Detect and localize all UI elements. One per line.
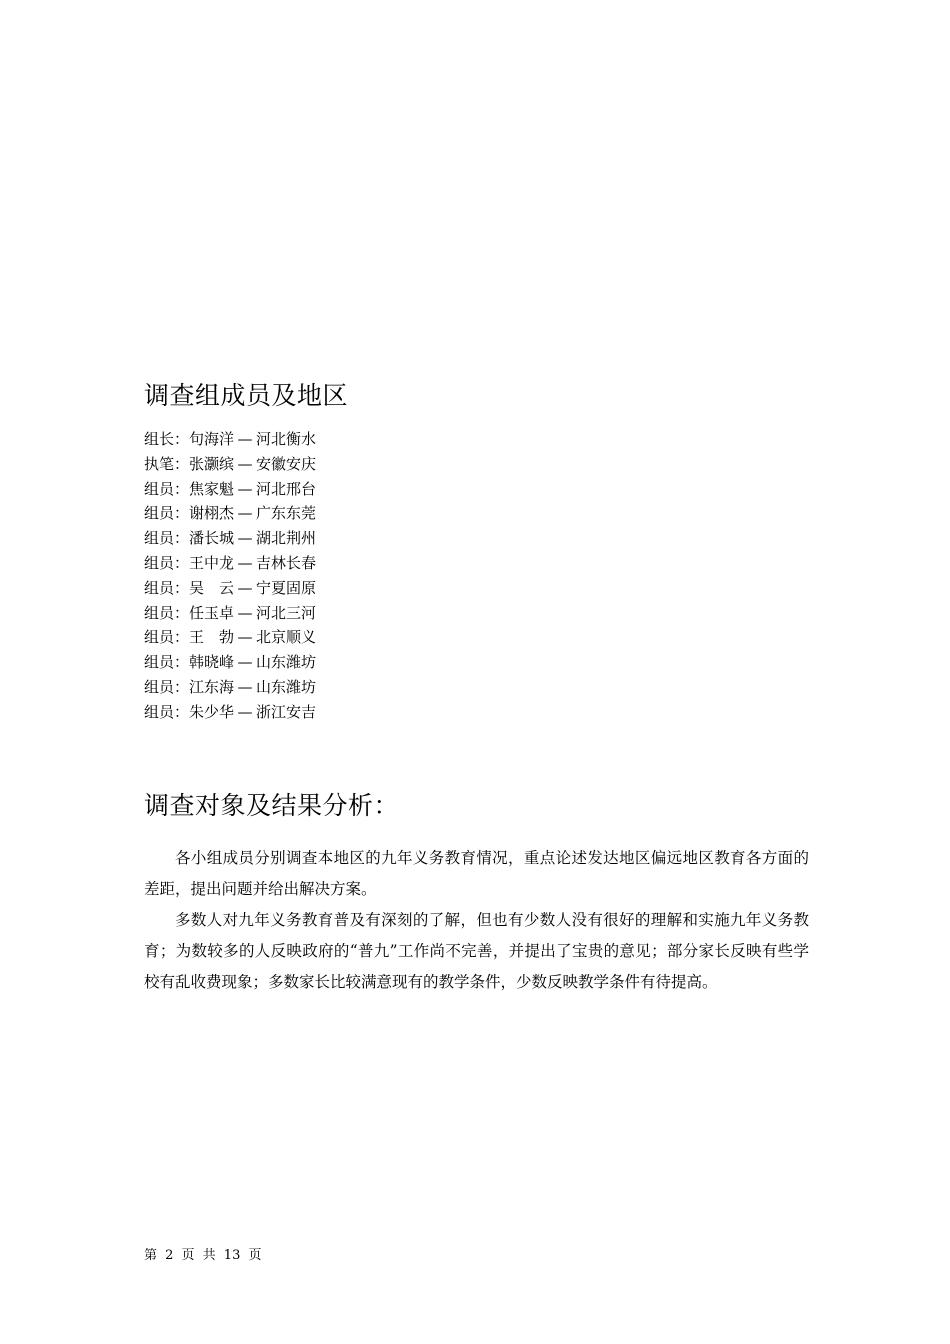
member-region: 河北衡水 xyxy=(256,430,317,448)
member-region: 北京顺义 xyxy=(256,628,317,647)
member-role: 组员： xyxy=(144,702,190,721)
member-name: 江东海 xyxy=(189,677,235,696)
member-role: 组员： xyxy=(144,529,190,548)
list-item xyxy=(144,526,316,551)
member-role: 组员： xyxy=(144,479,190,498)
member-separator: — xyxy=(237,529,253,548)
list-item xyxy=(144,675,316,700)
member-role: 组员： xyxy=(144,553,190,572)
member-region: 安徽安庆 xyxy=(256,454,317,473)
member-name: 焦家魁 xyxy=(189,479,235,498)
page-number-footer: 第 2 页 共 13 页 xyxy=(144,1248,262,1263)
member-role: 组员： xyxy=(144,603,190,622)
analysis-paragraph: 各小组成员分别调查本地区的九年义务教育情况，重点论述发达地区偏远地区教育各方面的差距，提出问题并给出解决方案。 xyxy=(144,849,809,898)
list-item xyxy=(144,477,316,502)
member-name: 朱少华 xyxy=(189,702,235,721)
member-separator: — xyxy=(237,454,253,473)
member-name: 句海洋 xyxy=(189,430,235,448)
member-region: 浙江安吉 xyxy=(256,702,317,721)
member-name: 谢栩杰 xyxy=(189,504,235,523)
member-separator: — xyxy=(237,479,253,498)
member-name: 王 勃 xyxy=(189,628,235,647)
member-name: 吴 云 xyxy=(189,578,235,597)
list-item xyxy=(144,551,316,576)
member-region: 宁夏固原 xyxy=(256,578,317,597)
list-item xyxy=(144,576,316,601)
member-region: 广东东莞 xyxy=(256,504,317,523)
list-item xyxy=(144,601,316,626)
member-separator: — xyxy=(237,603,253,622)
analysis-section-title: 调查对象及结果分析： xyxy=(144,791,400,820)
member-role: 组员： xyxy=(144,504,190,523)
list-item xyxy=(144,700,316,725)
member-separator: — xyxy=(237,430,253,448)
member-role: 组员： xyxy=(144,677,190,696)
member-region: 吉林长春 xyxy=(256,553,317,572)
member-separator: — xyxy=(237,504,253,523)
member-separator: — xyxy=(237,553,253,572)
list-item xyxy=(144,650,316,675)
member-role: 组员： xyxy=(144,653,190,672)
member-region: 山东潍坊 xyxy=(256,677,317,696)
member-separator: — xyxy=(237,677,253,696)
list-item xyxy=(144,427,316,452)
member-role: 执笔： xyxy=(144,454,190,473)
member-role: 组员： xyxy=(144,628,190,647)
list-item xyxy=(144,452,316,477)
member-name: 任玉卓 xyxy=(189,603,235,622)
member-separator: — xyxy=(237,628,253,647)
member-name: 韩晓峰 xyxy=(189,653,235,672)
member-separator: — xyxy=(237,653,253,672)
analysis-body xyxy=(144,843,809,998)
member-region: 山东潍坊 xyxy=(256,653,317,672)
members-section-title: 调查组成员及地区 xyxy=(144,381,349,410)
member-list xyxy=(144,427,316,725)
member-region: 湖北荆州 xyxy=(256,529,317,548)
list-item xyxy=(144,501,316,526)
member-name: 潘长城 xyxy=(189,529,235,548)
member-separator: — xyxy=(237,578,253,597)
member-role: 组员： xyxy=(144,578,190,597)
member-region: 河北三河 xyxy=(256,603,317,622)
member-separator: — xyxy=(237,702,253,721)
member-region: 河北邢台 xyxy=(256,479,317,498)
member-name: 王中龙 xyxy=(189,553,235,572)
member-role: 组长： xyxy=(144,430,190,448)
member-name: 张灏缤 xyxy=(189,454,235,473)
list-item xyxy=(144,625,316,650)
analysis-paragraph: 多数人对九年义务教育普及有深刻的了解，但也有少数人没有很好的理解和实施九年义务教育；为数较多的人反映政府的“普九”工作尚不完善，并提出了宝贵的意见；部分家长反映有些学校有乱收费现象；多数家长比较满意现有的教学条件，少数反映教学条件有待提高。 xyxy=(144,911,809,991)
